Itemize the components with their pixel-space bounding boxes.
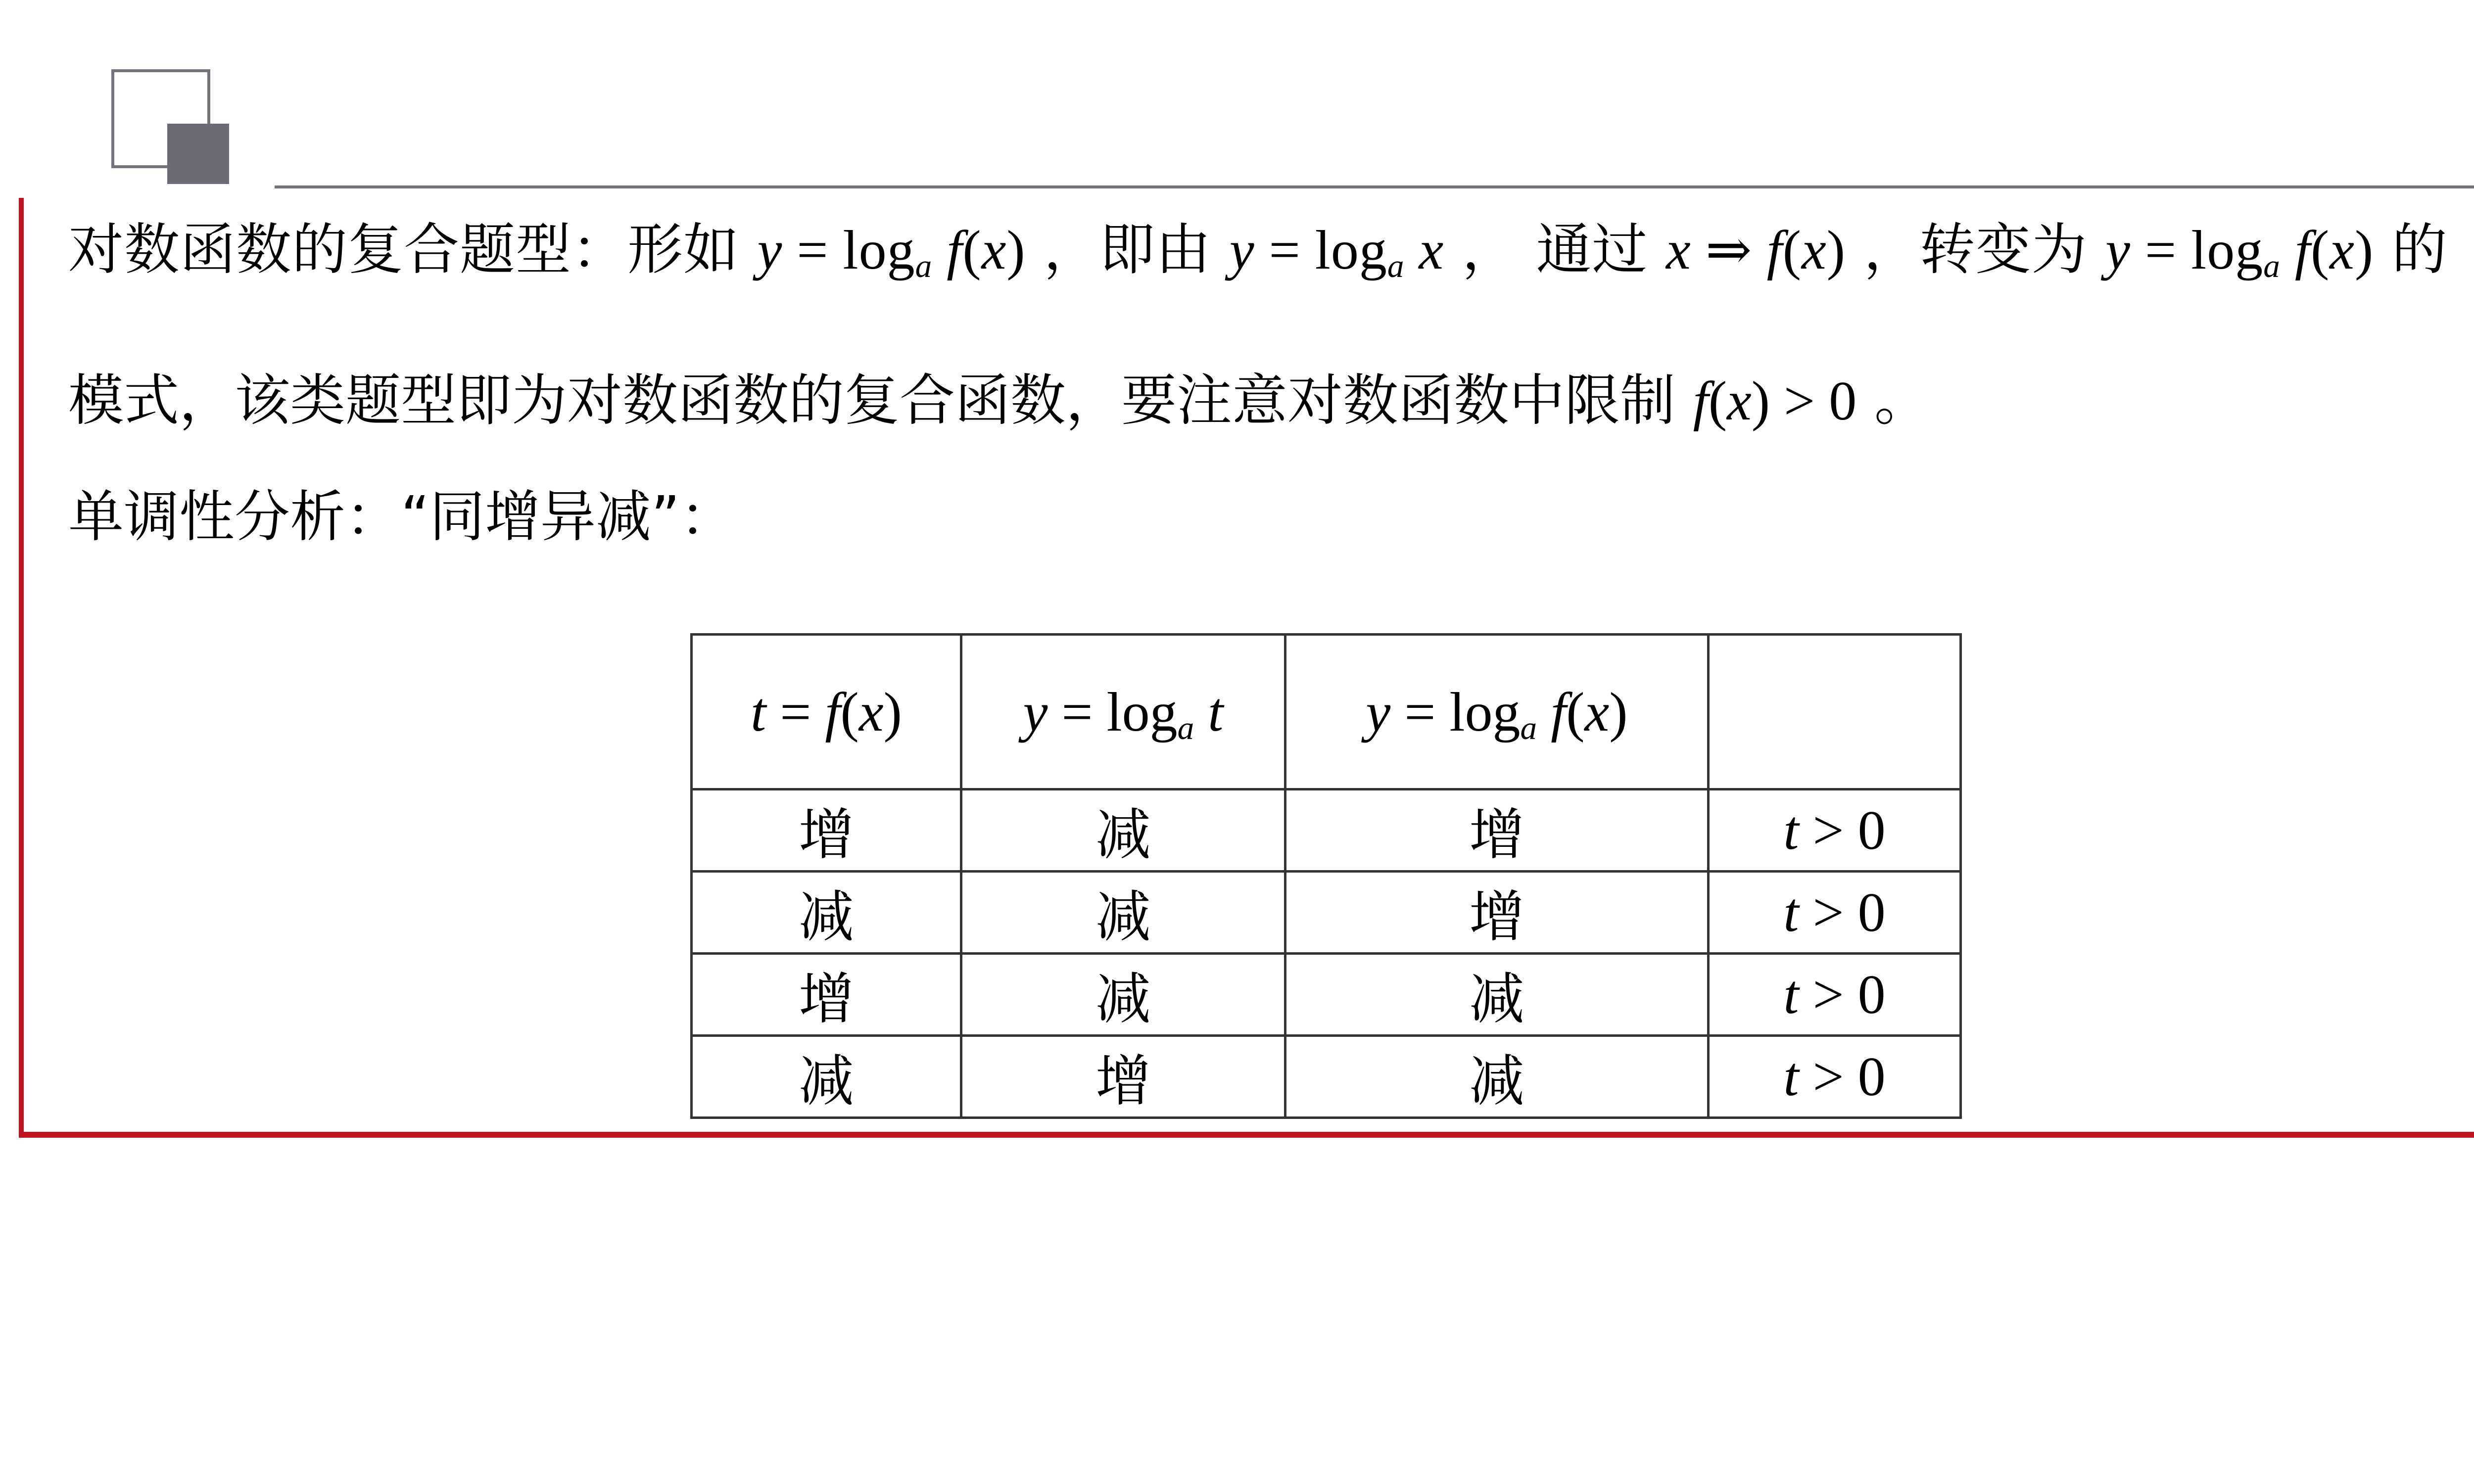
intro-text: 对数函数的复合题型：形如 — [68, 218, 739, 282]
cell-t-trend: 减 — [692, 872, 961, 954]
monotonicity-heading: 单调性分析：“同增异减”： — [68, 485, 736, 549]
formula-y-log-a-fx: $y = \log_a f(x)$ — [2105, 220, 2374, 284]
cell-composite-trend: 减 — [1285, 954, 1709, 1036]
cell-composite-trend: 增 — [1285, 872, 1709, 954]
intro-text: ，转变为 — [1863, 218, 2088, 282]
intro-line-2 — [68, 364, 1930, 438]
formula-y-log-a-fx: $y = \log_a f(x)$ — [757, 220, 1026, 284]
intro-text: ，即由 — [1044, 218, 1212, 282]
cell-condition: t > 0 — [1709, 872, 1961, 954]
cell-log-trend: 减 — [961, 789, 1285, 872]
cell-t-trend: 减 — [692, 1036, 961, 1118]
table-header-row — [692, 635, 1961, 789]
intro-line-1 — [68, 213, 2448, 287]
intro-text: ， 通过 — [1462, 218, 1648, 282]
cell-composite-trend: 增 — [1285, 789, 1709, 872]
cell-log-trend: 增 — [961, 1036, 1285, 1118]
logo-square-filled-icon — [167, 124, 229, 184]
intro-text: 模式，该类题型即为对数函数的复合函数，要注意对数函数中限制 — [68, 369, 1675, 433]
header-cell-y-log-fx: $y = \log_a f(x)$ — [1285, 635, 1709, 789]
formula-y-log-a-x: $y = \log_a x$ — [1229, 220, 1444, 284]
header-cell-t-fx: t = f(x) — [692, 635, 961, 789]
cell-t-trend: 增 — [692, 954, 961, 1036]
cell-condition: t > 0 — [1709, 789, 1961, 872]
intro-text: 。 — [1874, 369, 1930, 433]
cell-condition: t > 0 — [1709, 954, 1961, 1036]
header-cell-y-log-t: $y = \log_a t$ — [961, 635, 1285, 789]
table-row — [692, 872, 1961, 954]
cell-composite-trend: 减 — [1285, 1036, 1709, 1118]
monotonicity-table — [690, 633, 1962, 1119]
cell-log-trend: 减 — [961, 872, 1285, 954]
header-cell-empty — [1709, 635, 1961, 789]
formula-fx-positive: f(x) > 0 — [1693, 371, 1857, 432]
cell-log-trend: 减 — [961, 954, 1285, 1036]
table-row — [692, 1036, 1961, 1118]
formula-x-implies-fx: x ⇒ f(x) — [1666, 220, 1846, 281]
header-divider — [275, 186, 2474, 188]
cell-condition: t > 0 — [1709, 1036, 1961, 1118]
table-row — [692, 789, 1961, 872]
intro-text: 的 — [2391, 218, 2448, 282]
cell-t-trend: 增 — [692, 789, 961, 872]
table-row — [692, 954, 1961, 1036]
